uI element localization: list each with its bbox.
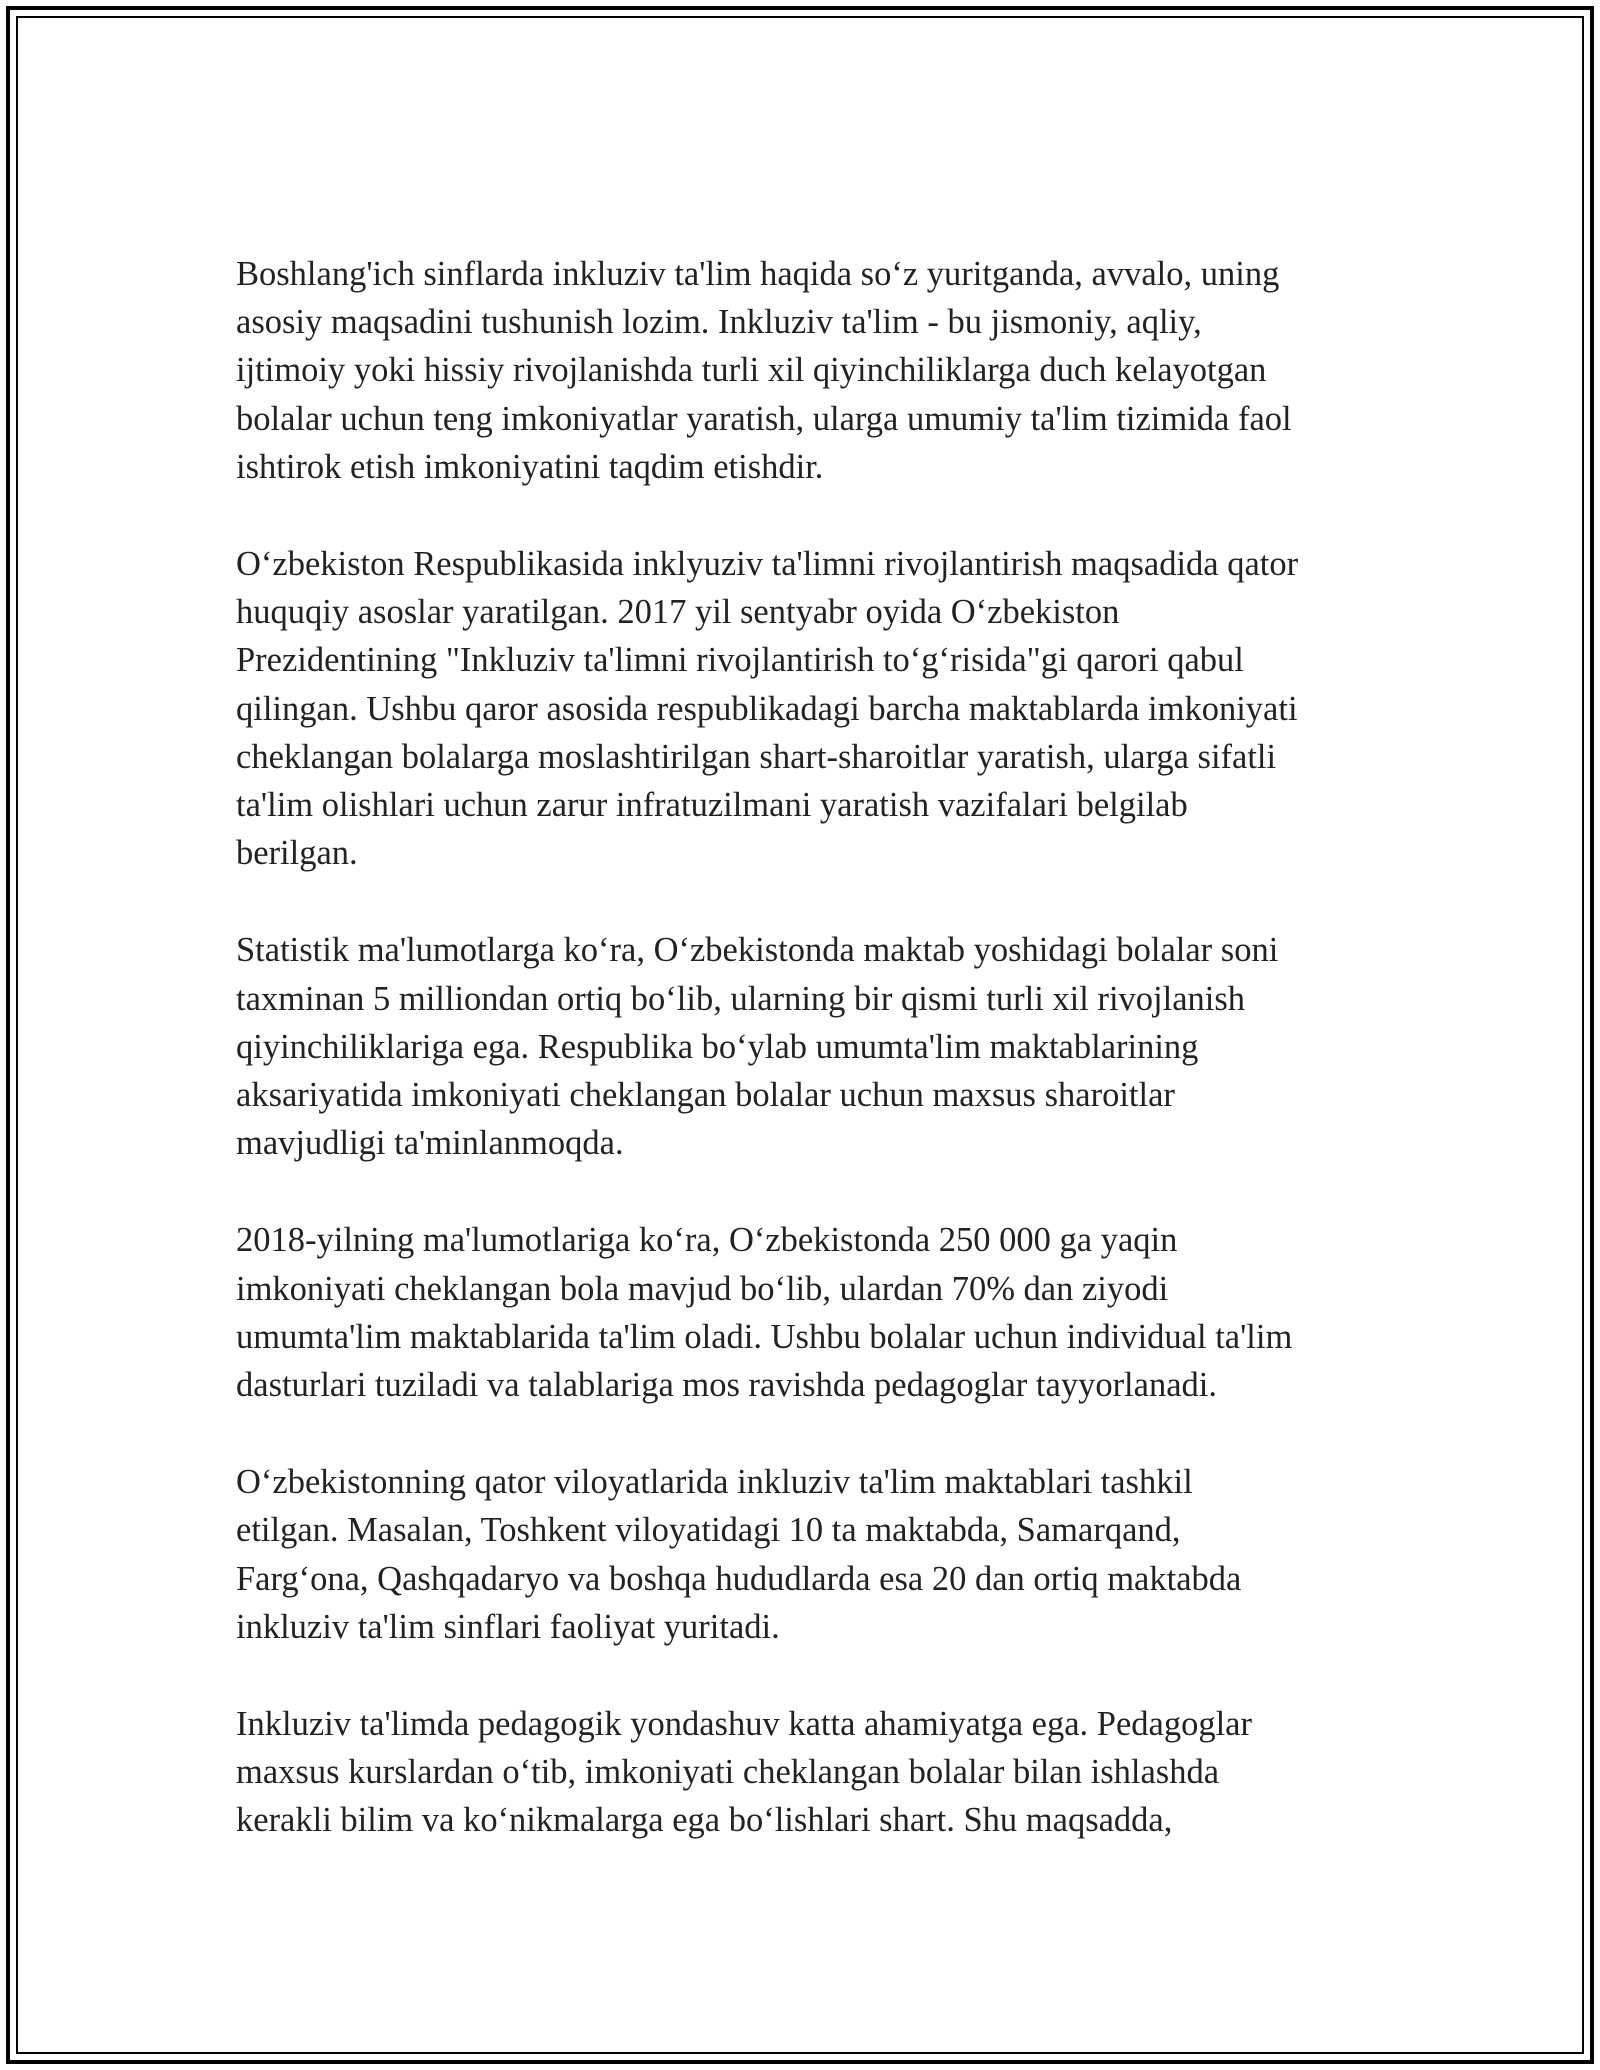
paragraph-5: O‘zbekistonning qator viloyatlarida inkluziv ta'lim maktablari tashkil etilgan. Masalan, Toshkent viloyatidagi 10 ta maktabda, Samarqand, Farg‘ona, Qashqadaryo va boshqa hududlarda esa 20 dan ortiq maktabda inkluziv ta'lim sinflari faoliyat yuritadi. (236, 1463, 1242, 1646)
paragraph-6: Inkluziv ta'limda pedagogik yondashuv katta ahamiyatga ega. Pedagoglar maxsus kurslardan o‘tib, imkoniyati cheklangan bolalar bilan ishlashda kerakli bilim va ko‘nikmalarga ega bo‘lishlari shart. Shu maqsadda, (236, 1705, 1252, 1840)
paragraph-3: Statistik ma'lumotlarga ko‘ra, O‘zbekistonda maktab yoshidagi bolalar soni taxminan 5 milliondan ortiq bo‘lib, ularning bir qismi turli xil rivojlanish qiyinchiliklariga ega. Respublika bo‘ylab umumta'lim maktablarining aksariyatida imkoniyati cheklangan bolalar uchun maxsus sharoitlar mavjudligi ta'minlanmoqda. (236, 931, 1279, 1163)
document-body (236, 250, 1386, 1894)
paragraph-2: O‘zbekiston Respublikasida inklyuziv ta'limni rivojlantirish maqsadida qator huquqiy asoslar yaratilgan. 2017 yil sentyabr oyida O‘zbekiston Prezidentining "Inkluziv ta'limni rivojlantirish to‘g‘risida"gi qarori qabul qilingan. Ushbu qaror asosida respublikadagi barcha maktablarda imkoniyati cheklangan bolalarga moslashtirilgan shart-sharoitlar yaratish, ularga sifatli ta'lim olishlari uchun zarur infratuzilmani yaratish vazifalari belgilab berilgan. (236, 545, 1299, 873)
paragraph-4: 2018-yilning ma'lumotlariga ko‘ra, O‘zbekistonda 250 000 ga yaqin imkoniyati cheklangan bola mavjud bo‘lib, ulardan 70% dan ziyodi umumta'lim maktablarida ta'lim oladi. Ushbu bolalar uchun individual ta'lim dasturlari tuziladi va talablariga mos ravishda pedagoglar tayyorlanadi. (236, 1221, 1293, 1405)
paragraph-1: Boshlang'ich sinflarda inkluziv ta'lim haqida so‘z yuritganda, avvalo, uning asosiy maqsadini tushunish lozim. Inkluziv ta'lim - bu jismoniy, aqliy, ijtimoiy yoki hissiy rivojlanishda turli xil qiyinchiliklarga duch kelayotgan bolalar uchun teng imkoniyatlar yaratish, ularga umumiy ta'lim tizimida faol ishtirok etish imkoniyatini taqdim etishdir. (236, 255, 1292, 486)
